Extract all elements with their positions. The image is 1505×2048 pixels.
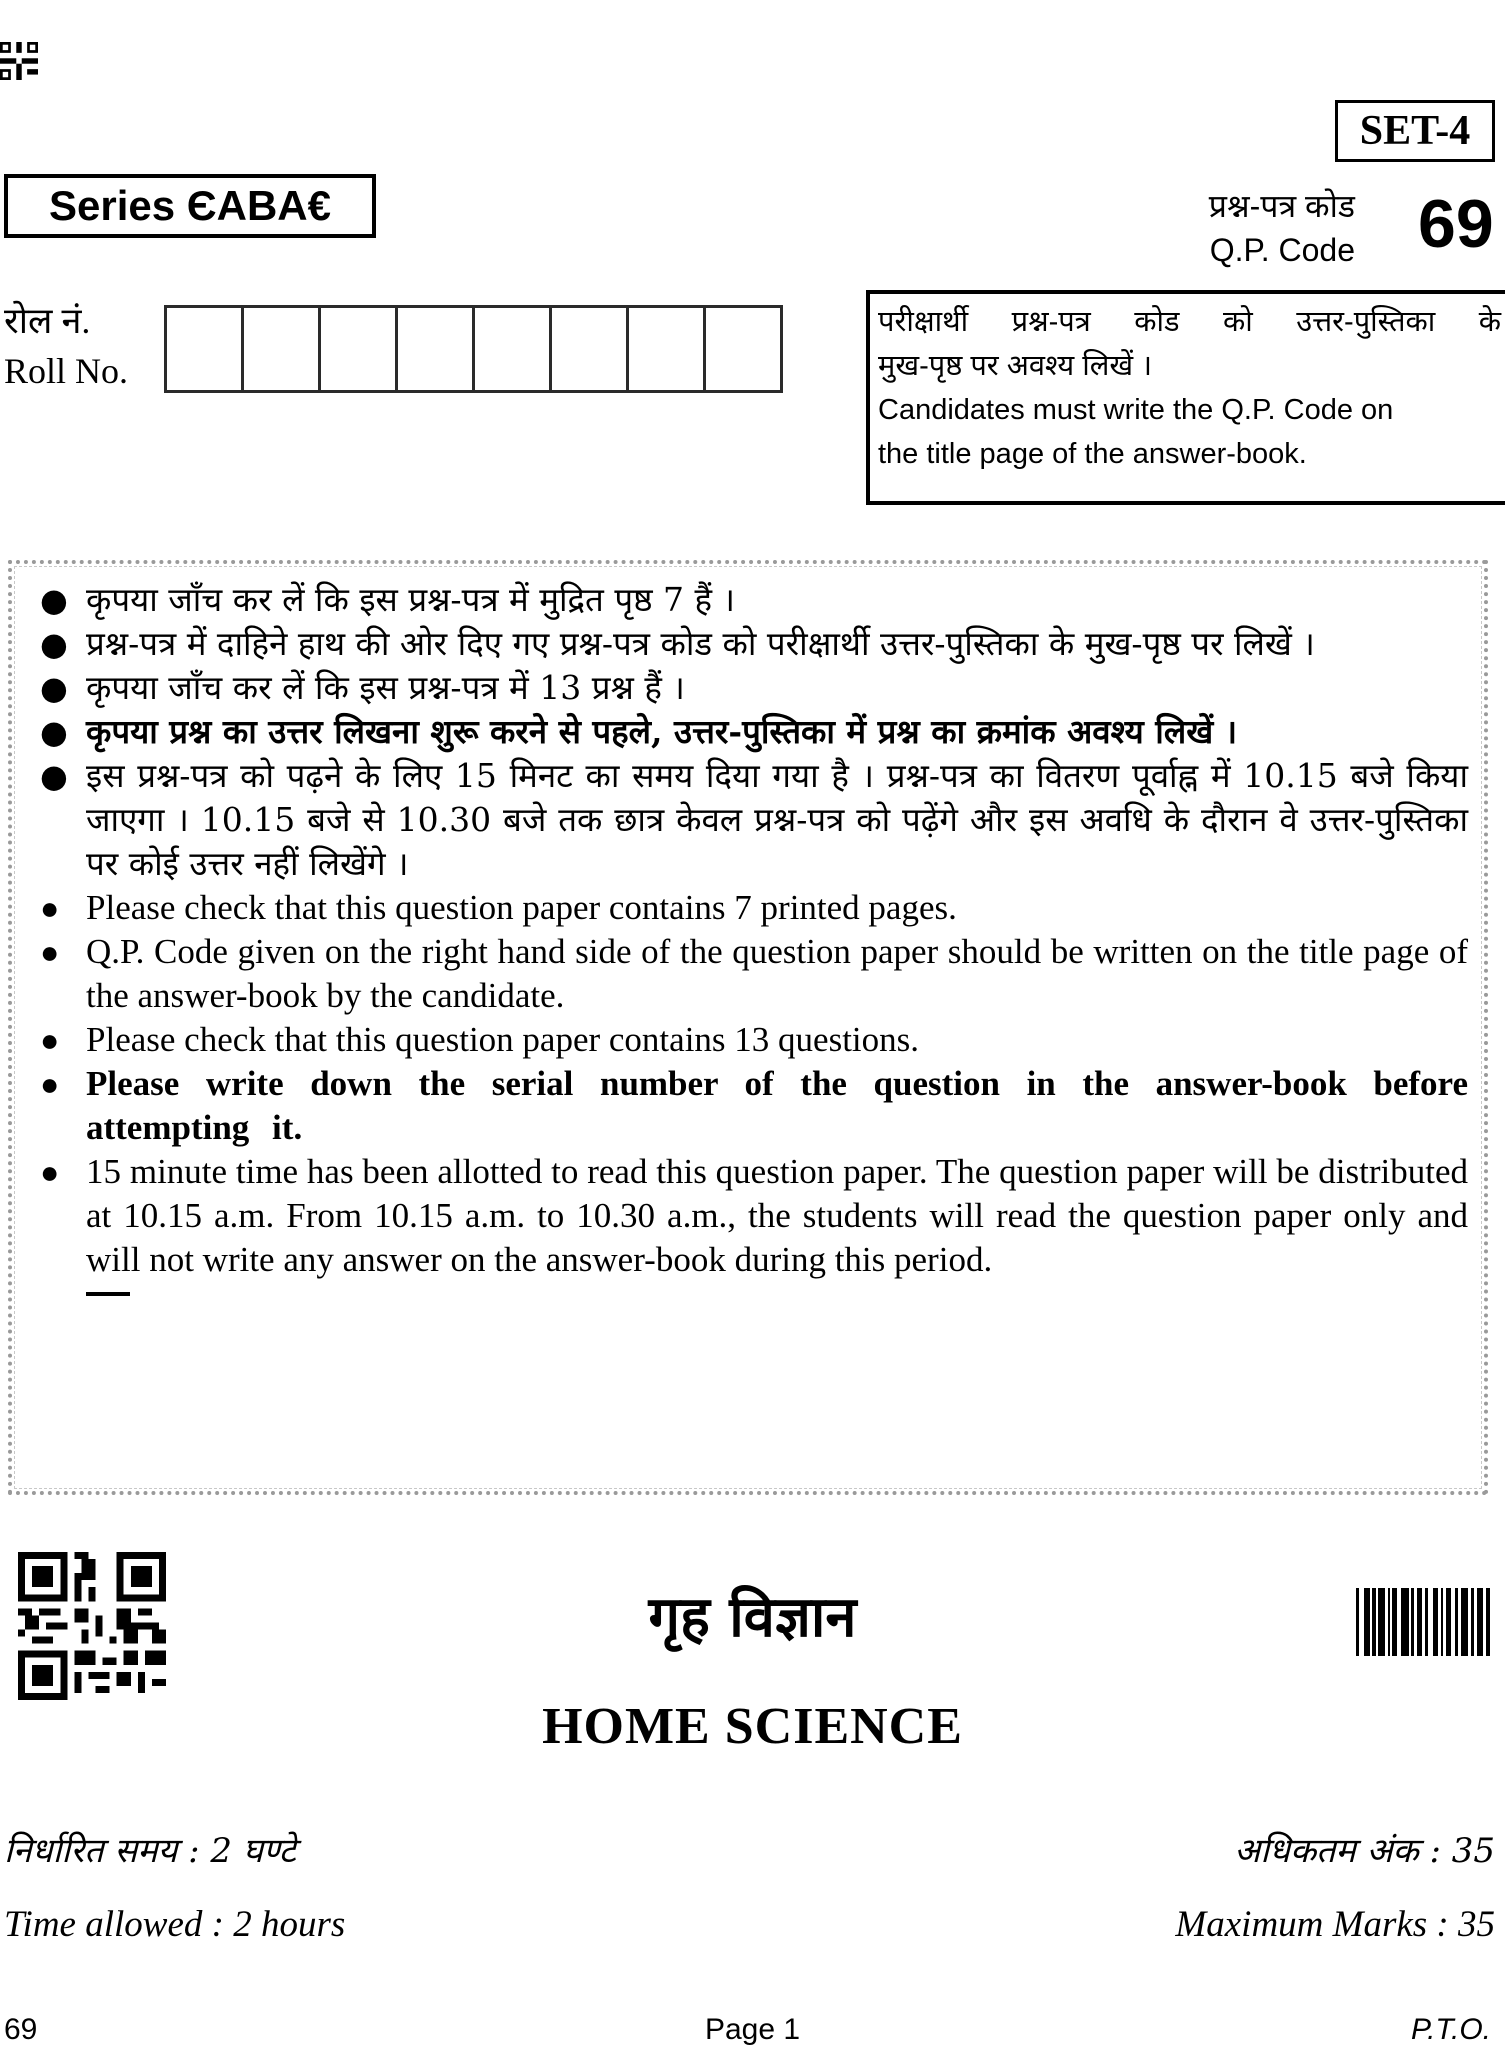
time-allowed-english: Time allowed : 2 hours [4,1904,346,1945]
bullet-icon: ● [40,625,68,663]
instruction-item: ● कृपया प्रश्न का उत्तर लिखना शुरू करने से पहले, उत्तर-पुस्तिका में प्रश्न का क्रमांक अवश्य लिखें । [40,710,1468,754]
footer-page-number: Page 1 [704,2013,801,2046]
notice-hindi-line-2: मुख-पृष्ठ पर अवश्य लिखें । [878,350,1153,382]
roll-number-digit-box[interactable] [167,308,244,390]
bullet-icon: ● [40,1066,60,1102]
instruction-item: ● इस प्रश्न-पत्र को पढ़ने के लिए 15 मिनट का समय दिया गया है । प्रश्न-पत्र का वितरण पूर्वाह्न में 10.15 बजे किया जाएगा । 10.15 बजे से 10.30 बजे तक छात्र केवल प्रश्न-पत्र को पढ़ेंगे और इस अवधि के दौरान वे उत्तर-पुस्तिका पर कोई उत्तर नहीं लिखेंगे । [40,756,1468,883]
roll-number-digit-box[interactable] [706,308,783,390]
roll-number-label-english: Roll No. [4,351,129,391]
roll-number-label [4,296,128,396]
instruction-item: ● कृपया जाँच कर लें कि इस प्रश्न-पत्र में मुद्रित पृष्ठ 7 हैं । [40,578,1468,622]
instruction-item: ● Please check that this question paper contains 7 printed pages. [40,886,1468,930]
qp-code-number: 69 [1418,186,1494,262]
roll-number-digit-box[interactable] [475,308,552,390]
subject-title-english: HOME SCIENCE [542,1698,963,1755]
instruction-item: ● Q.P. Code given on the right hand side of the question paper should be written on the title page of the answer-book by the candidate. [40,932,1468,1015]
end-dash-divider [86,1292,130,1296]
roll-number-digit-box[interactable] [398,308,475,390]
maximum-marks-english: Maximum Marks : 35 [1175,1904,1495,1945]
bullet-icon: ● [40,669,68,707]
qp-code-notice-box [866,290,1505,505]
bullet-icon: ● [40,713,68,751]
instruction-item: ● Please check that this question paper contains 13 questions. [40,1018,1468,1062]
instruction-item: ● प्रश्न-पत्र में दाहिने हाथ की ओर दिए गए प्रश्न-पत्र कोड को परीक्षार्थी उत्तर-पुस्तिका के मुख-पृष्ठ पर लिखें । [40,622,1468,666]
bullet-icon: ● [40,581,68,619]
qp-code-label-english: Q.P. Code [1209,232,1355,268]
roll-number-label-hindi: रोल नं. [4,301,91,341]
qp-code-label [1209,184,1355,272]
footer-qp-code: 69 [4,2013,38,2046]
bullet-icon: ● [40,1022,60,1058]
time-allowed-hindi: निर्धारित समय : 2 घण्टे [4,1831,296,1871]
footer-pto: P.T.O. [1410,2013,1491,2046]
bullet-icon: ● [40,934,60,970]
bullet-icon: ● [40,1154,60,1190]
maximum-marks-hindi: अधिकतम अंक : 35 [1234,1831,1495,1871]
bullet-icon: ● [40,757,68,795]
notice-hindi-line-1: परीक्षार्थी प्रश्न-पत्र कोड को उत्तर-पुस्तिका के [878,306,1501,338]
set-number-badge: SET-4 [1335,100,1495,162]
instruction-item: ● 15 minute time has been allotted to read this question paper. The question paper will be distributed at 10.15 a.m. From 10.15 a.m. to 10.30 a.m., the students will read the question paper only and will not write any answer on the answer-book during this period. [40,1152,1468,1279]
roll-number-digit-box[interactable] [244,308,321,390]
roll-number-digit-box[interactable] [629,308,706,390]
qp-code-label-hindi: प्रश्न-पत्र कोड [1208,188,1355,224]
roll-number-digit-box[interactable] [321,308,398,390]
general-instructions-list [40,578,1468,1296]
roll-number-boxes[interactable] [164,305,783,393]
instruction-item: ● कृपया जाँच कर लें कि इस प्रश्न-पत्र में 13 प्रश्न हैं । [40,666,1468,710]
series-label-box: Series ЄABA€ [4,174,376,238]
bullet-icon: ● [40,890,60,926]
subject-title-hindi: गृह विज्ञान [648,1585,857,1650]
roll-number-digit-box[interactable] [552,308,629,390]
notice-english-line-2: the title page of the answer-book. [878,438,1307,470]
small-qr-code-icon [0,42,38,80]
notice-english-line-1: Candidates must write the Q.P. Code on [878,394,1394,426]
instruction-item: ● Please write down the serial number of the question in the answer-book before attempting it. [40,1064,1468,1147]
